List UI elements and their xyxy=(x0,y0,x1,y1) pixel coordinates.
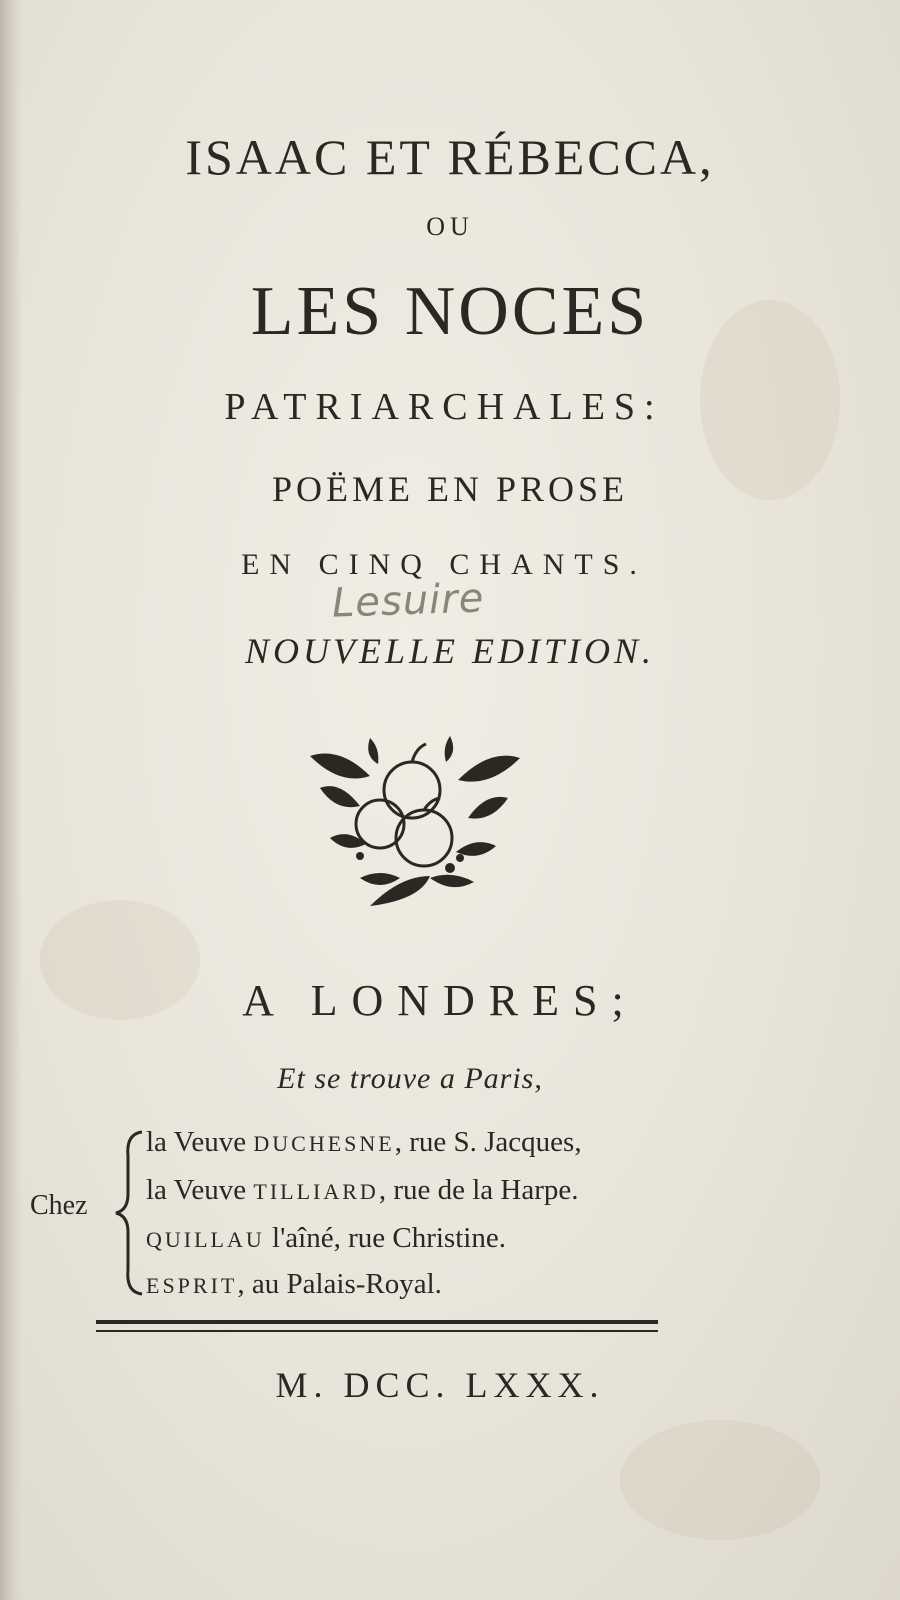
imprint-place: A LONDRES; xyxy=(242,976,638,1025)
seller-prefix: la Veuve xyxy=(146,1126,254,1158)
seller-address: , au Palais-Royal. xyxy=(237,1268,442,1300)
seller-name: ESPRIT xyxy=(146,1273,238,1298)
seller-address: , rue de la Harpe. xyxy=(378,1174,579,1206)
double-rule-thin xyxy=(96,1330,658,1332)
chez-label: Chez xyxy=(30,1190,88,1221)
seller-address: , rue S. Jacques, xyxy=(394,1126,582,1158)
title-line-4: PATRIARCHALES: xyxy=(224,386,664,428)
seller-line xyxy=(146,1174,579,1207)
title-line-2: OU xyxy=(426,212,474,241)
seller-name: QUILLAU xyxy=(146,1227,265,1252)
floral-fruit-ornament-icon xyxy=(300,728,530,918)
seller-prefix: la Veuve xyxy=(146,1174,254,1206)
paper-stain xyxy=(620,1420,820,1540)
seller-line xyxy=(146,1126,582,1159)
title-line-1: ISAAC ET RÉBECCA, xyxy=(185,129,715,185)
seller-line xyxy=(146,1268,442,1301)
seller-name: DUCHESNE xyxy=(253,1131,395,1156)
title-line-3: LES NOCES xyxy=(250,273,650,350)
curly-brace-icon xyxy=(112,1128,148,1298)
seller-address: l'aîné, rue Christine. xyxy=(264,1222,506,1254)
subtitle-line-1: POËME EN PROSE xyxy=(271,469,629,509)
double-rule-thick xyxy=(96,1320,658,1324)
imprint-sold-at: Et se trouve a Paris, xyxy=(277,1062,543,1095)
subtitle-line-2: EN CINQ CHANTS. xyxy=(241,548,647,581)
handwritten-author-note: Lesuire xyxy=(331,575,486,627)
seller-line xyxy=(146,1222,506,1255)
seller-name: TILLIARD xyxy=(253,1179,379,1204)
publication-date: M. DCC. LXXX. xyxy=(275,1365,605,1405)
edition-statement: NOUVELLE EDITION. xyxy=(244,631,656,671)
